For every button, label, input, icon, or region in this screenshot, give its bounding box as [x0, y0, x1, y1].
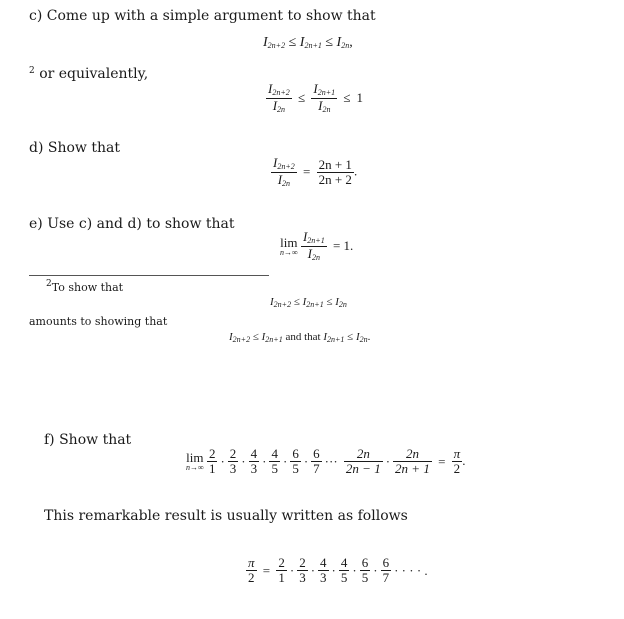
- product-fraction: $\frac{4}{3}$: [250, 446, 258, 477]
- part-f-product: lim n→∞ $\frac{2}{1}$ · $\frac{2}{3}$ · $\frac{4}{3}$ · $\frac{4}{5}$ · $\frac{6}{5}$ · $\frac{6}{7}$ ··· $\frac{2n}{2n - 1}$ · $\frac{2n}{2n + 1}$ = $\frac{\pi}{2}$ .: [186, 446, 466, 477]
- part-f-text: f) Show that: [44, 432, 132, 448]
- product-fraction: $\frac{6}{5}$: [361, 555, 369, 586]
- part-d-text: d) Show that: [29, 140, 120, 156]
- product-fraction: $\frac{2}{1}$: [208, 446, 216, 477]
- wallis-product: $\frac{\pi}{2}$ = $\frac{2}{1}$ · $\frac{2}{3}$ · $\frac{4}{3}$ · $\frac{4}{5}$ · $\frac{6}{5}$ · $\frac{6}{7}$ · · · · .: [248, 555, 428, 586]
- part-c-fraction-inequality: $\frac{I_{2n+2}}{I_{2n}}$ ≤ $\frac{I_{2n+1}}{I_{2n}}$ ≤ 1: [268, 81, 364, 114]
- product-fraction: $\frac{4}{5}$: [340, 555, 348, 586]
- remark-text: This remarkable result is usually written as follows: [44, 508, 408, 524]
- product-fraction: $\frac{2}{3}$: [229, 446, 237, 477]
- part-e-limit: lim n→∞ $\frac{I_{2n+1}}{I_{2n}}$ = 1.: [280, 229, 354, 262]
- product-fraction: $\frac{6}{7}$: [382, 555, 390, 586]
- product-fraction: $\frac{6}{5}$: [292, 446, 299, 477]
- part-e-text: e) Use c) and d) to show that: [29, 216, 235, 232]
- equiv-text: or equivalently,: [39, 66, 149, 82]
- footnote-ref-line: [29, 66, 148, 82]
- footnote-mark: 2: [46, 279, 52, 289]
- general-term-b: $\frac{2n}{2n + 1}$: [395, 446, 430, 477]
- product-fraction: $\frac{2}{3}$: [299, 555, 306, 586]
- footnote-amounts-text: amounts to showing that: [29, 315, 168, 328]
- fraction-2: $\frac{I_{2n+1}}{I_{2n}}$: [313, 81, 336, 114]
- footnote-line-2: $I_{2n+2} \le I_{2n+1}$ and that $I_{2n+1} \le I_{2n}$.: [229, 331, 371, 344]
- product-fraction: $\frac{2}{1}$: [278, 555, 285, 586]
- part-d-equation: $\frac{I_{2n+2}}{I_{2n}}$ = $\frac{2n + 1}{2n + 2}$ .: [273, 155, 358, 188]
- product-fraction: $\frac{4}{5}$: [271, 446, 278, 477]
- part-c-inequality: $I_{2n+2} \le I_{2n+1} \le I_{2n}$,: [263, 35, 353, 50]
- part-d-lhs: $\frac{I_{2n+2}}{I_{2n}}$: [273, 155, 295, 188]
- part-d-rhs: $\frac{2n + 1}{2n + 2}$: [318, 156, 352, 187]
- product-fraction: $\frac{4}{3}$: [320, 555, 327, 586]
- product-fraction: $\frac{6}{7}$: [313, 446, 320, 477]
- footnote-line-1: $^2$To show that: [46, 279, 124, 294]
- footnote-inequality: $I_{2n+2} \le I_{2n+1} \le I_{2n}$: [270, 296, 347, 309]
- footnote-rule: [29, 275, 269, 276]
- pi-over-2: $\frac{\pi}{2}$: [248, 555, 255, 586]
- part-c-text: c) Come up with a simple argument to show that: [29, 8, 376, 24]
- fraction-1: $\frac{I_{2n+2}}{I_{2n}}$: [268, 81, 290, 114]
- footnote-ref: 2: [29, 66, 35, 76]
- pi-over-2: $\frac{\pi}{2}$: [453, 446, 461, 477]
- general-term-a: $\frac{2n}{2n - 1}$: [345, 446, 381, 477]
